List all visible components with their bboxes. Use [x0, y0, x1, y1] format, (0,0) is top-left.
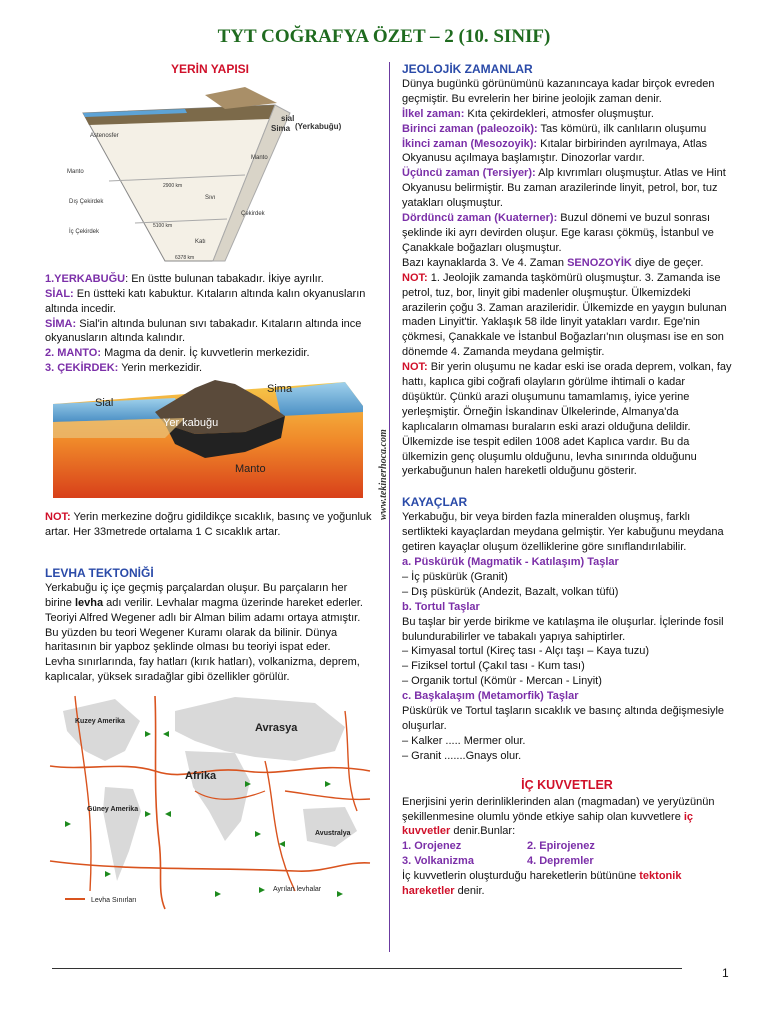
- levha-p2: Levha sınırlarında, fay hatları (kırık hatları), volkanizma, deprem, kaplıcalar, yüksek sıradağlar gibi özellikler görülür.: [45, 656, 360, 684]
- page-number: 1: [722, 966, 729, 980]
- side-watermark: www.tekinerhoca.com: [378, 429, 389, 520]
- kayac-b-heading: b. Tortul Taşlar: [402, 600, 480, 613]
- footer-rule: [52, 968, 682, 969]
- earth-layers-diagram: [45, 83, 375, 263]
- list-depremler: 4. Depremler: [527, 855, 594, 868]
- item-sial-text: En üstteki katı kabuktur. Kıtaların altında kalın okyanusların altında incedir.: [45, 287, 366, 315]
- jeolojik-zamanlar-heading: JEOLOJİK ZAMANLAR: [402, 62, 533, 76]
- item-yerkabugu-label: 1.YERKABUĞU: [45, 272, 126, 285]
- ic-kuvvetler-heading: İÇ KUVVETLER: [521, 777, 613, 792]
- kayac-b-text: Bu taşlar bir yerde birikme ve katılaşma ile oluşurlar. İçlerinde fosil bulundurabilirler ve tabakalı yapıya sahiptirler.: [402, 615, 724, 643]
- era-ucuncu-label: Üçüncü zaman (Tersiyer):: [402, 167, 536, 180]
- ic-kuvvetler-intro-c: denir.Bunlar:: [450, 825, 516, 838]
- map-legend-levha-sinirlari: Levha Sınırları: [91, 897, 137, 905]
- label-cekirdek: Çekirdek: [241, 210, 265, 217]
- label-kati: Katı: [195, 238, 206, 245]
- label-dis-cekirdek: Dış Çekirdek: [69, 198, 104, 205]
- map-label-avrasya: Avrasya: [255, 722, 298, 735]
- map-legend-ayrilan-levhalar: Ayrılan levhalar: [273, 886, 322, 894]
- kayac-a-item-1: – İç püskürük (Granit): [402, 570, 508, 583]
- senozoyik-a: Bazı kaynaklarda 3. Ve 4. Zaman: [402, 256, 568, 269]
- label-depth-2900: 2900 km: [163, 182, 183, 189]
- not-text-yerin: Yerin merkezine doğru gidildikçe sıcaklık, basınç ve yoğunluk artar. Her 33metrede ortalama 1 C sıcaklık artar.: [45, 511, 372, 538]
- item-manto-text: Magma da denir. İç kuvvetlerin merkezidir.: [101, 347, 310, 360]
- item-sima-label: SİMA:: [45, 317, 77, 330]
- list-volkanizma: 3. Volkanizma: [402, 855, 474, 868]
- item-yerkabugu-text: : En üstte bulunan tabakadır. İkiye ayrılır.: [125, 272, 324, 285]
- page-title: TYT COĞRAFYA ÖZET – 2 (10. SINIF): [217, 26, 551, 47]
- kayac-c-text: Püskürük ve Tortul taşların sıcaklık ve basınç altında değişmesiyle oluşurlar.: [402, 705, 725, 732]
- not1-label: NOT:: [402, 271, 428, 284]
- kayac-b-item-2: – Fiziksel tortul (Çakıl tası - Kum tası): [402, 660, 585, 673]
- era-dorduncu-text: Buzul dönemi ve buzul sonrası şeklinde iki ayrı devirden oluşur. Ege karası çökmüş, İstanbul ve Çanakkale boğazları oluşmuştur.: [402, 212, 714, 254]
- ic-kuvvetler-outro-b: tektonik hareketler: [402, 870, 682, 898]
- kayac-c-item-2: – Granit .......Gnays olur.: [402, 749, 522, 762]
- kayac-c-heading: c. Başkalaşım (Metamorfik) Taşlar: [402, 690, 579, 703]
- label-crust-manto: Manto: [235, 463, 266, 476]
- item-cekirdek-text: Yerin merkezidir.: [118, 362, 203, 375]
- kayac-a-heading: a. Püskürük (Magmatik - Katılaşım) Taşlar: [402, 556, 619, 568]
- label-sima: Sima: [271, 123, 291, 133]
- ic-kuvvetler-outro-a: İç kuvvetlerin oluşturduğu hareketlerin bütününe: [402, 870, 640, 883]
- not2-label: NOT:: [402, 361, 428, 374]
- plate-map: [45, 691, 375, 911]
- not1-text: 1. Jeolojik zamanda taşkömürü oluşmuştur. 3. Zamanda ise petrol, tuz, bor, linyit gibi madenler oluşmuştur. Ülkemizdeki arazilerin çoğu 3. Zaman arazileridir. Ülkemizde en yaygın bulunan maden Linyit'tir. Yaklaşık 58 ilde linyit yatakları vardır. Ege'nin çökmesi, Çanakkale ve İstanbul Boğazları'nın oluşması ise en son dönemde 4. Zamanda meydana gelmiştir.: [402, 271, 727, 359]
- left-column: [45, 62, 375, 916]
- label-depth-5100: 5100 km: [153, 222, 173, 229]
- yerin-yapisi-heading: YERİN YAPISI: [170, 62, 250, 76]
- label-crust-sial: Sial: [95, 397, 114, 410]
- ic-kuvvetler-intro-b: iç kuvvetler: [402, 810, 694, 838]
- not-label-yerin: NOT:: [45, 511, 71, 524]
- label-manto-right: Manto: [251, 154, 268, 161]
- era-birinci-label: Birinci zaman (paleozoik):: [402, 122, 538, 135]
- era-ikinci-label: İkinci zaman (Mesozoyik):: [402, 137, 538, 150]
- era-ilkel-label: İlkel zaman:: [402, 107, 465, 120]
- list-epirojenez: 2. Epirojenez: [527, 840, 595, 853]
- item-cekirdek-label: 3. ÇEKİRDEK:: [45, 362, 119, 375]
- list-orojenez: 1. Orojenez: [402, 840, 462, 853]
- kayaclar-heading: KAYAÇLAR: [402, 495, 468, 510]
- senozoyik-b: SENOZOYİK: [567, 256, 632, 269]
- kayac-b-item-1: – Kimyasal tortul (Kireç tası - Alçı taşı – Kaya tuzu): [402, 645, 649, 658]
- label-sivi: Sıvı: [205, 194, 216, 201]
- kayac-a-item-2: – Dış püskürük (Andezit, Bazalt, volkan tüfü): [402, 585, 619, 598]
- ic-kuvvetler-outro-c: denir.: [454, 885, 485, 898]
- map-label-avustralya: Avustralya: [315, 830, 351, 838]
- kayac-c-item-1: – Kalker ..... Mermer olur.: [402, 734, 526, 747]
- label-yerkabugu: (Yerkabuğu): [295, 121, 342, 131]
- map-label-guney-amerika: Güney Amerika: [87, 806, 139, 814]
- kayaclar-intro: Yerkabuğu, bir veya birden fazla mineralden oluşmuş, farklı sertlikteki kayaçlardan meydana gelmiştir. Yer kabuğunu meydana getiren kayaçlar oluşum özelliklerine göre sınıflandırılabilir.: [402, 511, 724, 554]
- item-manto-label: 2. MANTO:: [45, 347, 102, 360]
- era-dorduncu-label: Dördüncü zaman (Kuaterner):: [402, 212, 558, 225]
- item-sial-label: SİAL:: [45, 287, 74, 300]
- levha-p1-a: Yerkabuğu iç içe geçmiş parçalardan oluşur. Bu parçaların her birine: [45, 581, 348, 609]
- senozoyik-c: diye de geçer.: [631, 256, 704, 269]
- not2-text: Bir yerin oluşumu ne kadar eski ise orada deprem, volkan, fay hattı, kaplıca gibi coğrafi olayların görülme ihtimali o kadar düşüktür. Çünkü arazi oluşumunu tamamlamış, iyice yerine yerleşmiştir. Örneğin İskandinav Ülkelerinde, Almanya'da kaplıcaların olmaması buraların eski arazi olduğuna delildir. Ülkemizde ise tespit edilen 1008 adet Kaplıca vardır. Bu da ülkemizin genç oluşumlu olduğunu, levha sınırında olduğunu yerkabuğunun halen hareketli olduğunu gösterir.: [402, 361, 732, 478]
- era-ilkel-text: Kıta çekirdekleri, atmosfer oluşmuştur.: [464, 107, 654, 120]
- era-ikinci-text: Kıtalar birbirinden ayrılmaya, Atlas Okyanusu açılmaya başlamıştır. Dinozorlar vardır.: [402, 137, 708, 165]
- label-sial: sial: [281, 113, 295, 123]
- jeolojik-intro: Dünya bugünkü görünümünü kazanıncaya kadar birçok evreden geçmiştir. Bu evrelerin her birine jeolojik zaman denir.: [402, 77, 715, 105]
- label-ic-cekirdek: İç Çekirdek: [69, 228, 100, 235]
- levha-p1-b: levha: [74, 596, 104, 609]
- label-astenosfer: Astenosfer: [90, 132, 119, 139]
- right-column: [402, 62, 732, 899]
- label-manto-left: Manto: [67, 168, 84, 175]
- era-ucuncu-text: Alp kıvrımları oluşmuştur. Atlas ve Hint Okyanusu belirmiştir. Bu zaman arazilerinde linyit, petrol, bor, tuz yatakları oluşmuştur.: [402, 167, 726, 210]
- item-sima-text: Sial'in altında bulunan sıvı tabakadır. Kıtaların altında ince okyanusların altında kalındır.: [45, 317, 362, 345]
- label-crust-yer-kabugu: Yer kabuğu: [163, 417, 219, 430]
- era-birinci-text: Tas kömürü, ilk canlıların oluşumu: [537, 122, 707, 135]
- kayac-b-item-3: – Organik tortul (Kömür - Mercan - Linyit): [402, 675, 602, 688]
- map-label-kuzey-amerika: Kuzey Amerika: [75, 718, 125, 726]
- levha-tektonigi-heading: LEVHA TEKTONİĞİ: [45, 565, 154, 580]
- label-crust-sima: Sima: [267, 383, 293, 396]
- label-depth-6378: 6378 km: [175, 254, 195, 261]
- crust-section-diagram: [45, 378, 375, 503]
- levha-p1-c: adı verilir. Levhalar magma üzerinde hareket ederler. Teoriyi Alfred Wegener adlı bir Alman bilim adamı ortaya atmıştır. Bu yüzden bu teori Wegener Kuramı olarak da bilinir. Dünya haritasının bir yapboz şeklinde olması bu teoriyi ispat eder.: [45, 596, 363, 654]
- ic-kuvvetler-intro-a: Enerjisini yerin derinliklerinden alan (magmadan) ve yeryüzünün şekillenmesine olumlu yönde etkiye sahip olan kuvvetlere: [402, 795, 715, 823]
- map-label-afrika: Afrika: [185, 770, 217, 783]
